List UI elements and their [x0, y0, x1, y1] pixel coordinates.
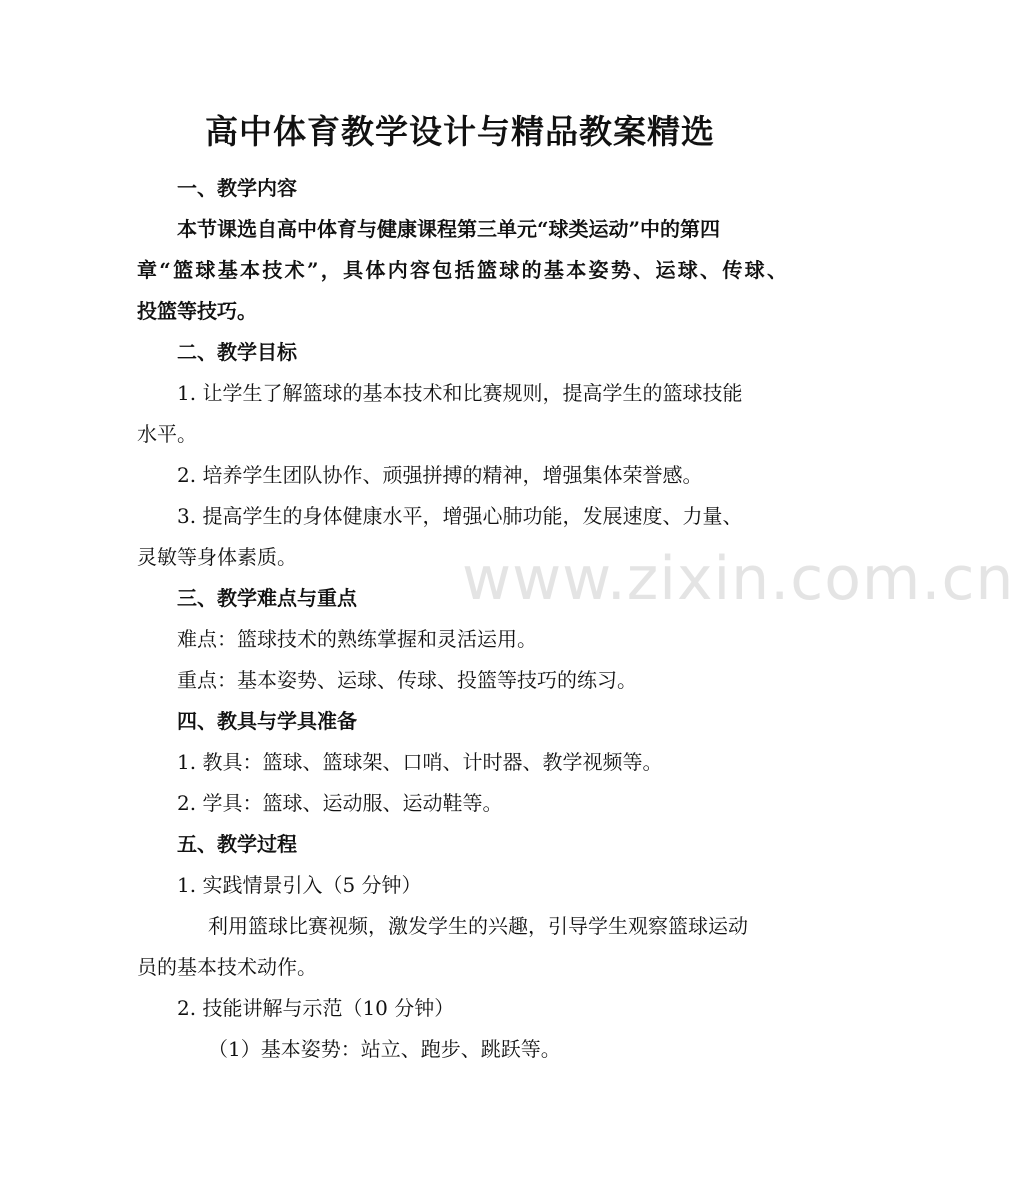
list-item-continuation: 水平。 — [137, 422, 197, 446]
section-heading-2: 二、教学目标 — [177, 340, 297, 364]
section-heading-5: 五、教学过程 — [177, 832, 297, 856]
paragraph-line: 投篮等技巧。 — [137, 299, 257, 323]
paragraph-line: 利用篮球比赛视频，激发学生的兴趣，引导学生观察篮球运动 — [208, 914, 748, 938]
watermark: www.zixin.com.cn — [462, 544, 1014, 614]
list-item: 2. 学具：篮球、运动服、运动鞋等。 — [177, 791, 503, 815]
paragraph-line: 难点：篮球技术的熟练掌握和灵活运用。 — [177, 627, 537, 651]
section-heading-1: 一、教学内容 — [177, 176, 297, 200]
section-heading-4: 四、教具与学具准备 — [177, 709, 357, 733]
paragraph-line: 本节课选自高中体育与健康课程第三单元“球类运动”中的第四 — [177, 217, 721, 241]
list-item-continuation: 灵敏等身体素质。 — [137, 545, 297, 569]
paragraph-line: 章“篮球基本技术”，具体内容包括篮球的基本姿势、运球、传球、 — [137, 258, 787, 282]
section-heading-3: 三、教学难点与重点 — [177, 586, 357, 610]
paragraph-line: 员的基本技术动作。 — [137, 955, 317, 979]
sub-list-item: （1）基本姿势：站立、跑步、跳跃等。 — [208, 1037, 561, 1061]
list-item: 1. 教具：篮球、篮球架、口哨、计时器、教学视频等。 — [177, 750, 663, 774]
list-item: 3. 提高学生的身体健康水平，增强心肺功能，发展速度、力量、 — [177, 504, 743, 528]
document-title: 高中体育教学设计与精品教案精选 — [205, 112, 715, 151]
list-item: 1. 让学生了解篮球的基本技术和比赛规则，提高学生的篮球技能 — [177, 381, 743, 405]
list-item: 2. 培养学生团队协作、顽强拼搏的精神，增强集体荣誉感。 — [177, 463, 703, 487]
paragraph-line: 重点：基本姿势、运球、传球、投篮等技巧的练习。 — [177, 668, 637, 692]
list-item: 1. 实践情景引入（5 分钟） — [177, 873, 422, 897]
list-item: 2. 技能讲解与示范（10 分钟） — [177, 996, 455, 1020]
